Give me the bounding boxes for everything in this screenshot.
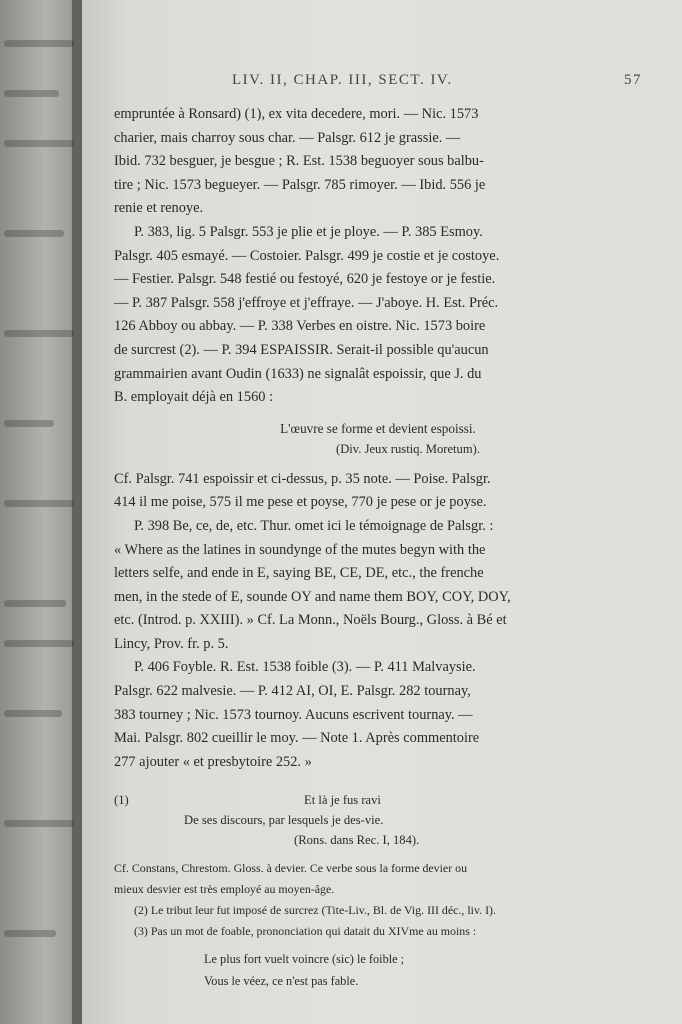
facing-page-text-fragment (4, 230, 64, 237)
footnote-text (114, 858, 642, 942)
paragraph-1 (114, 103, 642, 221)
footnote-line: (3) Pas un mot de foable, prononciation qui datait du XIVme au moins : (134, 924, 477, 939)
footnotes (114, 790, 642, 992)
text-line: Mai. Palsgr. 802 cueillir le moy. — Note 1. Après commentoire (114, 730, 480, 747)
main-text (114, 103, 642, 992)
book-page (82, 0, 682, 1024)
text-line: de surcrest (2). — P. 394 ESPAISSIR. Serait-il possible qu'aucun (114, 341, 489, 358)
footnote-source: (Rons. dans Rec. I, 184). (294, 833, 420, 848)
facing-page-text-fragment (4, 930, 56, 937)
facing-page-text-fragment (4, 820, 74, 827)
text-line: — P. 387 Palsgr. 558 j'effroye et j'effraye. — J'aboye. H. Est. Préc. (114, 294, 499, 311)
text-line: 277 ajouter « et presbytoire 252. » (114, 753, 312, 770)
paragraph-3 (114, 468, 642, 775)
facing-page-text-fragment (4, 90, 59, 97)
footnote-1 (114, 790, 642, 850)
footnote-line: (2) Le tribut leur fut imposé de surcrez (Tite-Liv., Bl. de Vig. III déc., liv. I). (134, 903, 496, 918)
facing-page-text-fragment (4, 640, 74, 647)
text-line: 126 Abboy ou abbay. — P. 338 Verbes en oistre. Nic. 1573 boire (114, 318, 486, 335)
text-line: P. 398 Be, ce, de, etc. Thur. omet ici le témoignage de Palsgr. : (134, 517, 494, 534)
text-line: — Festier. Palsgr. 548 festié ou festoyé, 620 je festoye or je festie. (114, 271, 496, 288)
facing-page-text-fragment (4, 40, 74, 47)
footnote-line: Cf. Constans, Chrestom. Gloss. à devier. Ce verbe sous la forme devier ou (114, 861, 468, 876)
quote-source: (Div. Jeux rustiq. Moretum). (336, 441, 480, 456)
running-header (222, 72, 642, 92)
text-line: P. 383, lig. 5 Palsgr. 553 je plie et je ploye. — P. 385 Esmoy. (134, 223, 483, 240)
footnote-3-verse (204, 948, 642, 992)
text-line: « Where as the latines in soundynge of the mutes begyn with the (114, 541, 486, 558)
text-line: charier, mais charroy sous char. — Palsgr. 612 je grassie. — (114, 129, 461, 146)
text-line: Palsgr. 405 esmayé. — Costoier. Palsgr. 499 je costie et je costoye. (114, 247, 500, 264)
footnote-marker: (1) (114, 793, 129, 808)
text-line: tire ; Nic. 1573 begueyer. — Palsgr. 785 rimoyer. — Ibid. 556 je (114, 176, 486, 193)
footnote-verse-line: Le plus fort vuelt voincre (sic) le foible ; (204, 952, 405, 967)
text-line: B. employait déjà en 1560 : (114, 389, 274, 406)
text-line: 414 il me poise, 575 il me pese et poyse, 770 je pese or je poyse. (114, 494, 487, 511)
text-line: Ibid. 732 besguer, je besgue ; R. Est. 1538 beguoyer sous balbu- (114, 153, 484, 170)
text-line: letters selfe, and ende in E, saying BE, CE, DE, etc., the frenche (114, 565, 484, 582)
text-line: P. 406 Foyble. R. Est. 1538 foible (3). — P. 411 Malvaysie. (134, 659, 476, 676)
text-line: men, in the stede of E, sounde OY and name them BOY, COY, DOY, (114, 588, 511, 605)
footnote-verse-line: Vous le véez, ce n'est pas fable. (204, 974, 359, 989)
footnote-verse-line: Et là je fus ravi (304, 793, 381, 808)
text-line: empruntée à Ronsard) (1), ex vita decedere, mori. — Nic. 1573 (114, 106, 479, 122)
text-line: Palsgr. 622 malvesie. — P. 412 AI, OI, E. Palsgr. 282 tournay, (114, 683, 471, 700)
facing-page-text-fragment (4, 710, 62, 717)
block-quote (114, 418, 642, 460)
quote-line: L'œuvre se forme et devient espoissi. (280, 420, 476, 436)
facing-page-text-fragment (4, 500, 74, 507)
text-line: etc. (Introd. p. XXIII). » Cf. La Monn., Noëls Bourg., Gloss. à Bé et (114, 612, 507, 629)
text-line: grammairien avant Oudin (1633) ne signalât espoissir, que J. du (114, 365, 482, 382)
footnote-line: mieux desvier est très employé au moyen-âge. (114, 882, 335, 897)
text-line: 383 tourney ; Nic. 1573 tournoy. Aucuns escrivent tournay. — (114, 706, 473, 723)
text-line: renie et renoye. (114, 200, 204, 217)
facing-page-text-fragment (4, 600, 66, 607)
paragraph-2 (114, 221, 642, 410)
page-number: 57 (624, 72, 642, 88)
facing-page-text-fragment (4, 140, 74, 147)
facing-page (0, 0, 82, 1024)
header-title: LIV. II, CHAP. III, SECT. IV. (232, 72, 453, 88)
text-line: Cf. Palsgr. 741 espoissir et ci-dessus, p. 35 note. — Poise. Palsgr. (114, 470, 491, 487)
footnote-verse-line: De ses discours, par lesquels je des-vie. (184, 813, 384, 828)
facing-page-text-fragment (4, 420, 54, 427)
facing-page-text-fragment (4, 330, 74, 337)
text-line: Lincy, Prov. fr. p. 5. (114, 635, 229, 652)
